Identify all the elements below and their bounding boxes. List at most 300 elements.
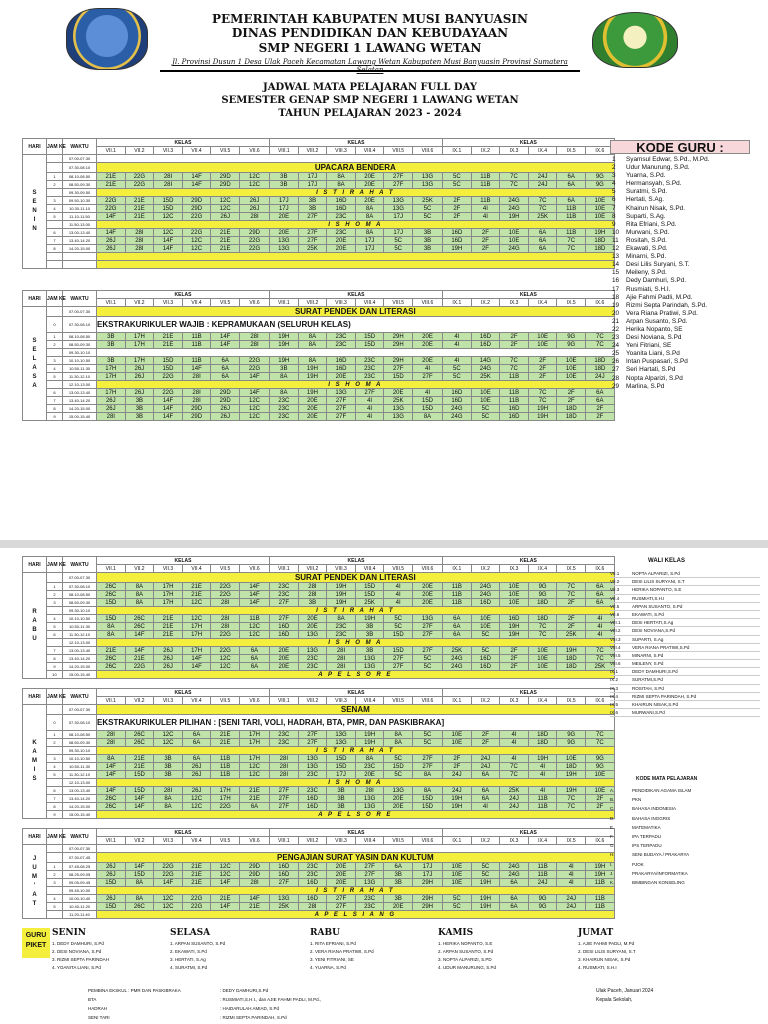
- schedule-cell: 14F: [211, 333, 240, 341]
- item-number: 9: [612, 220, 616, 228]
- schedule-cell: 14F: [154, 405, 183, 413]
- table-row: [23, 845, 615, 853]
- schedule-cell: 2F: [557, 397, 586, 405]
- list-item: [612, 164, 762, 172]
- teacher-name: Suratmi, S.Pd.: [626, 188, 668, 196]
- schedule-cell: 2F: [471, 731, 500, 739]
- schedule-cell: 11B: [443, 591, 472, 599]
- teacher-name: MURWANI,S.Pd: [632, 710, 665, 716]
- table-row: [23, 631, 615, 639]
- piket-name: 1. ARPAN SUSANTO, S.Pd: [170, 941, 226, 946]
- schedule-cell: 9G: [586, 763, 615, 771]
- schedule-cell: 8A: [355, 229, 384, 237]
- schedule-cell: 14F: [125, 863, 154, 871]
- schedule-cell: 26C: [97, 655, 126, 663]
- schedule-cell: 6A: [500, 903, 529, 911]
- list-item: [610, 814, 760, 823]
- schedule-cell: 5C: [412, 205, 442, 213]
- schedule-cell: 26J: [154, 663, 183, 671]
- class-header: VIII.1: [270, 299, 299, 307]
- schedule-cell: 24G: [500, 205, 529, 213]
- waktu: 15.00-15.40: [63, 671, 97, 679]
- jam-ke: 6: [47, 229, 63, 237]
- banner: [97, 261, 615, 269]
- wali-kelas-list: [610, 570, 760, 717]
- class-header: VII.1: [97, 697, 126, 705]
- schedule-cell: 16D: [500, 615, 529, 623]
- banner: I S H O M A: [97, 779, 615, 787]
- schedule-cell: 26J: [239, 197, 269, 205]
- schedule-cell: 11B: [500, 389, 529, 397]
- schedule-cell: 28I: [182, 373, 211, 381]
- table-row: [23, 863, 615, 871]
- item-number: 27: [612, 366, 620, 374]
- schedule-cell: 6A: [528, 229, 557, 237]
- schedule-cell: 21E: [125, 655, 154, 663]
- class-header: VIII.6: [412, 837, 442, 845]
- schedule-cell: 17H: [154, 583, 183, 591]
- table-row: [23, 341, 615, 349]
- schedule-cell: 8A: [298, 357, 327, 365]
- schedule-cell: 23C: [327, 623, 356, 631]
- schedule-cell: 16D: [327, 357, 356, 365]
- schedule-cell: 20E: [270, 213, 299, 221]
- schedule-cell: 16D: [327, 197, 356, 205]
- class-header: VIII.4: [355, 697, 384, 705]
- schedule-cell: 8A: [125, 591, 154, 599]
- schedule-cell: 20E: [412, 591, 442, 599]
- schedule-cell: 27F: [298, 237, 327, 245]
- piket-name: 2. DESI NOVIANA, S.Pd: [52, 949, 102, 954]
- schedule-cell: 16D: [500, 405, 529, 413]
- schedule-cell: 18D: [557, 763, 586, 771]
- schedule-cell: 15D: [412, 803, 442, 811]
- class-code: VIII.6: [610, 661, 621, 667]
- list-item: [610, 701, 760, 709]
- schedule-cell: 22G: [154, 863, 183, 871]
- day-letter: S: [32, 776, 37, 782]
- schedule-cell: 12C: [239, 413, 269, 421]
- list-item: [612, 318, 762, 326]
- kelas-label: KELAS: [270, 291, 443, 299]
- schedule-cell: 10E: [586, 213, 615, 221]
- class-code: VII.5: [610, 603, 620, 609]
- schedule-cell: 15D: [154, 357, 183, 365]
- schedule-cell: 23C: [355, 895, 384, 903]
- piket-day: JUMAT: [578, 928, 614, 938]
- schedule-cell: 22G: [154, 389, 183, 397]
- list-item: [612, 294, 762, 302]
- teacher-name: ROSITAH, S.Pd: [632, 685, 664, 691]
- schedule-cell: 10E: [443, 731, 472, 739]
- list-item: [612, 326, 762, 334]
- schedule-cell: 24J: [528, 181, 557, 189]
- schedule-cell: 17J: [355, 237, 384, 245]
- schedule-cell: 24G: [471, 583, 500, 591]
- schedule-cell: 20E: [298, 623, 327, 631]
- waktu: 08.50-09.30: [63, 739, 97, 747]
- schedule-cell: 15D: [154, 197, 183, 205]
- schedule-cell: 7C: [528, 389, 557, 397]
- schedule-cell: 3B: [298, 205, 327, 213]
- item-number: 21: [612, 317, 620, 325]
- jam-ke: [47, 381, 63, 389]
- schedule-cell: 18D: [528, 739, 557, 747]
- banner: PENGAJIAN SURAT YASIN DAN KULTUM: [97, 853, 615, 863]
- schedule-cell: 23C: [355, 903, 384, 911]
- schedule-cell: 26J: [125, 365, 154, 373]
- jam-ke: 1: [47, 863, 63, 871]
- class-header: VII.5: [211, 299, 240, 307]
- class-header: IX.2: [471, 147, 500, 155]
- schedule-cell: 29D: [182, 205, 211, 213]
- list-item: [610, 850, 760, 859]
- schedule-cell: 21E: [125, 205, 154, 213]
- jam-ke: 7: [47, 397, 63, 405]
- schedule-cell: 26J: [125, 373, 154, 381]
- banner: I S H O M A: [97, 639, 615, 647]
- schedule-cell: 26J: [97, 237, 126, 245]
- class-header: VII.2: [125, 697, 154, 705]
- schedule-cell: 3B: [298, 599, 327, 607]
- list-item: [610, 644, 760, 652]
- jam-ke: 0: [47, 715, 63, 731]
- blank-cell: [97, 349, 615, 357]
- day-letter: ': [33, 882, 36, 889]
- schedule-cell: 21E: [211, 229, 240, 237]
- schedule-cell: 15D: [355, 591, 384, 599]
- day-label: [23, 573, 47, 679]
- kelas-label: KELAS: [443, 139, 615, 147]
- schedule-cell: 3B: [154, 763, 183, 771]
- teacher-name: Herika Nopanto, SE: [626, 325, 683, 333]
- schedule-cell: 7C: [528, 205, 557, 213]
- schedule-cell: 8A: [298, 333, 327, 341]
- schedule-cell: 11B: [528, 871, 557, 879]
- kode-guru-title: KODE GURU :: [610, 140, 750, 154]
- schedule-cell: 3B: [270, 173, 299, 181]
- class-code: VIII.2: [610, 628, 621, 634]
- schedule-cell: 29D: [239, 871, 269, 879]
- class-header-row: [23, 697, 615, 705]
- schedule-cell: 3B: [355, 623, 384, 631]
- day-letter: N: [32, 208, 37, 214]
- table-row: [23, 197, 615, 205]
- schedule-cell: 28I: [211, 615, 240, 623]
- banner: EKSTRAKURIKULER PILIHAN : [SENI TARI, VOLI, HADRAH, BTA, PMR, DAN PASKIBRAKA]: [97, 715, 615, 731]
- schedule-cell: 8A: [355, 205, 384, 213]
- schedule-cell: 27F: [355, 863, 384, 871]
- item-number: 13: [612, 253, 620, 261]
- schedule-cell: 6A: [182, 739, 211, 747]
- schedule-cell: 20E: [327, 373, 356, 381]
- schedule-cell: 27F: [384, 365, 413, 373]
- title-line-3: TAHUN PELAJARAN 2023 - 2024: [278, 108, 462, 119]
- schedule-cell: 26J: [97, 863, 126, 871]
- waktu: 11.30-12.10: [63, 771, 97, 779]
- schedule-cell: 15D: [97, 599, 126, 607]
- class-header: VIII.4: [355, 837, 384, 845]
- schedule-cell: 4I: [443, 333, 472, 341]
- table-row: [23, 333, 615, 341]
- teacher-name: Hertati, S.Ag.: [626, 196, 665, 204]
- schedule-cell: 8A: [412, 771, 442, 779]
- schedule-cell: 17H: [182, 647, 211, 655]
- schedule-cell: 17H: [97, 373, 126, 381]
- kelas-label: KELAS: [270, 557, 443, 565]
- schedule-cell: 6A: [182, 755, 211, 763]
- page-2: [0, 548, 768, 1024]
- class-header: VII.1: [97, 837, 126, 845]
- page-gap: [0, 540, 768, 548]
- schedule-cell: 5C: [384, 755, 413, 763]
- class-header: VIII.1: [270, 837, 299, 845]
- kelas-label: KELAS: [97, 689, 270, 697]
- schedule-cell: 24J: [443, 787, 472, 795]
- waktu: 13.00-13.40: [63, 647, 97, 655]
- schedule-cell: 12C: [239, 181, 269, 189]
- schedule-rabu: [22, 556, 615, 679]
- teacher-name: DESI HERTATI,S.Ag: [632, 620, 674, 626]
- schedule-cell: 27F: [412, 647, 442, 655]
- schedule-cell: 8A: [154, 795, 183, 803]
- schedule-cell: 27F: [327, 397, 356, 405]
- class-header: VIII.2: [298, 565, 327, 573]
- schedule-cell: 2F: [443, 197, 472, 205]
- class-header: VIII.4: [355, 147, 384, 155]
- schedule-cell: 22G: [239, 365, 269, 373]
- schedule-cell: 29D: [239, 863, 269, 871]
- jam-ke: [47, 307, 63, 317]
- schedule-cell: 6A: [557, 181, 586, 189]
- table-row: [23, 715, 615, 731]
- schedule-cell: 28I: [355, 787, 384, 795]
- schedule-cell: 24J: [528, 879, 557, 887]
- schedule-cell: 20E: [355, 771, 384, 779]
- schedule-cell: 27F: [355, 871, 384, 879]
- schedule-cell: 3B: [412, 237, 442, 245]
- schedule-cell: 2F: [557, 623, 586, 631]
- schedule-cell: 17H: [125, 333, 154, 341]
- list-item: [610, 595, 760, 603]
- piket-name: 2. DESI LILIS SURYANI, S.T: [578, 949, 636, 954]
- waktu: 14.20-15.00: [63, 245, 97, 253]
- class-header: VIII.1: [270, 147, 299, 155]
- item-number: 2: [612, 164, 616, 172]
- col-hari: HARI: [23, 291, 47, 307]
- subject-name: PJOK: [632, 861, 644, 867]
- schedule-cell: 5C: [443, 895, 472, 903]
- schedule-cell: 8A: [270, 389, 299, 397]
- list-item: [610, 611, 760, 619]
- schedule-cell: 22G: [211, 631, 240, 639]
- schedule-cell: 24J: [528, 173, 557, 181]
- schedule-cell: 25K: [412, 197, 442, 205]
- schedule-cell: 28I: [211, 599, 240, 607]
- class-code: VII.4: [610, 595, 620, 601]
- schedule-cell: 29D: [239, 229, 269, 237]
- piket-column: [52, 928, 109, 972]
- schedule-cell: 9G: [586, 181, 615, 189]
- table-row: [23, 389, 615, 397]
- schedule-cell: 4I: [500, 755, 529, 763]
- school-logo: [592, 12, 678, 68]
- guru-piket: [22, 928, 762, 988]
- schedule-cell: 14F: [211, 341, 240, 349]
- piket-name: 2. ARPAN SUSANTO, S.Pd: [438, 949, 494, 954]
- waktu: 13.40-14.20: [63, 397, 97, 405]
- schedule-cell: 16D: [471, 599, 500, 607]
- list-item: [610, 603, 760, 611]
- schedule-cell: 14F: [154, 245, 183, 253]
- schedule-cell: 3B: [97, 333, 126, 341]
- table-row: [23, 779, 615, 787]
- table-row: [23, 349, 615, 357]
- schedule-cell: 20E: [270, 229, 299, 237]
- schedule-cell: 17J: [412, 863, 442, 871]
- schedule-cell: 5C: [443, 373, 472, 381]
- class-header: VII.2: [125, 565, 154, 573]
- schedule-cell: 14F: [182, 181, 211, 189]
- table-row: [23, 173, 615, 181]
- schedule-cell: 29D: [182, 405, 211, 413]
- kelas-label: KELAS: [97, 829, 270, 837]
- table-row: [23, 397, 615, 405]
- schedule-cell: 28I: [97, 413, 126, 421]
- pembina-value: : RUSMIATI,S.H.I., dan AJIE FAHMI PADLI, M.Pd.,: [220, 997, 322, 1002]
- schedule-cell: 25K: [586, 663, 615, 671]
- table-row: [23, 237, 615, 245]
- schedule-cell: 19H: [528, 755, 557, 763]
- schedule-cell: 27F: [412, 755, 442, 763]
- schedule-cell: 10E: [471, 615, 500, 623]
- piket-name: 4. YOANITA LIANI, S.Pd: [52, 965, 101, 970]
- schedule-cell: 14F: [154, 237, 183, 245]
- schedule-cell: 4I: [471, 803, 500, 811]
- schedule-cell: 23C: [327, 333, 356, 341]
- class-header: VII.2: [125, 147, 154, 155]
- waktu: 10.50-11.30: [63, 763, 97, 771]
- schedule-cell: 16D: [327, 205, 356, 213]
- table-row: [23, 671, 615, 679]
- schedule-cell: 20E: [270, 647, 299, 655]
- table-row: [23, 181, 615, 189]
- waktu: [63, 253, 97, 261]
- schedule-cell: 15D: [355, 583, 384, 591]
- schedule-cell: 14F: [125, 647, 154, 655]
- class-header: VII.1: [97, 147, 126, 155]
- teacher-name: Nopta Alparizi, S.Pd: [626, 374, 683, 382]
- class-code: VIII.5: [610, 652, 621, 658]
- jam-ke: 3: [47, 755, 63, 763]
- jam-ke: [47, 911, 63, 919]
- schedule-cell: 4I: [412, 365, 442, 373]
- schedule-cell: 19H: [471, 879, 500, 887]
- list-item: [610, 578, 760, 586]
- schedule-cell: 10E: [528, 655, 557, 663]
- item-number: 14: [612, 261, 620, 269]
- jam-ke: [47, 639, 63, 647]
- table-row: [23, 607, 615, 615]
- schedule-cell: 28I: [239, 341, 269, 349]
- schedule-cell: 11B: [500, 373, 529, 381]
- jam-ke: [47, 705, 63, 715]
- schedule-cell: 11B: [471, 197, 500, 205]
- teacher-name: ARPAN SUSANTO, S.Pd: [632, 603, 683, 609]
- schedule-cell: 21E: [239, 795, 269, 803]
- schedule-cell: 24J: [557, 895, 586, 903]
- list-item: [612, 156, 762, 164]
- schedule-cell: 20E: [384, 389, 413, 397]
- schedule-cell: 27F: [412, 373, 442, 381]
- waktu: 09.45-10.00: [63, 887, 97, 895]
- schedule-cell: 10E: [471, 623, 500, 631]
- schedule-cell: 10E: [443, 863, 472, 871]
- schedule-cell: 8A: [125, 583, 154, 591]
- teacher-name: RIZMI SEPTA PARINDAH, S.Pd: [632, 693, 697, 699]
- day-letter: S: [32, 337, 37, 344]
- col-hari: HARI: [23, 557, 47, 573]
- waktu: 10.50-11.30: [63, 365, 97, 373]
- schedule-cell: 18D: [528, 615, 557, 623]
- schedule-cell: 19H: [270, 341, 299, 349]
- col-waktu: WAKTU: [63, 829, 97, 845]
- schedule-cell: 13G: [412, 173, 442, 181]
- class-header: IX.5: [557, 697, 586, 705]
- schedule-cell: 4I: [528, 763, 557, 771]
- col-hari: HARI: [23, 689, 47, 705]
- table-row: [23, 755, 615, 763]
- schedule-cell: 13G: [298, 763, 327, 771]
- class-header: VII.1: [97, 299, 126, 307]
- schedule-cell: 7C: [586, 731, 615, 739]
- list-item: [612, 358, 762, 366]
- schedule-cell: 8A: [355, 213, 384, 221]
- schedule-cell: 4I: [471, 205, 500, 213]
- waktu: 14.20-15.00: [63, 803, 97, 811]
- day-label: [23, 845, 47, 919]
- col-jamke: JAM KE: [47, 557, 63, 573]
- table-row: [23, 747, 615, 755]
- schedule-cell: 18D: [557, 663, 586, 671]
- subject-code: K.: [610, 879, 615, 885]
- schedule-cell: 8A: [327, 181, 356, 189]
- schedule-cell: 19H: [557, 787, 586, 795]
- teacher-name: MEILENY, S.Pd: [632, 661, 664, 667]
- teacher-name: VERA RIANA PRATIWI,S.Pd: [632, 644, 690, 650]
- schedule-cell: 27F: [270, 615, 299, 623]
- col-hari: HARI: [23, 829, 47, 845]
- schedule-cell: 25K: [355, 599, 384, 607]
- schedule-cell: 27F: [298, 213, 327, 221]
- waktu: 14.20-15.00: [63, 663, 97, 671]
- item-number: 28: [612, 374, 620, 382]
- piket-name: 3. HERTATI, S.Ag: [170, 957, 206, 962]
- schedule-cell: 8A: [125, 599, 154, 607]
- schedule-cell: 14F: [97, 771, 126, 779]
- teacher-name: Arpan Susanto, S.Pd.: [626, 317, 688, 325]
- list-item: [610, 832, 760, 841]
- waktu: 13.40-14.20: [63, 655, 97, 663]
- schedule-cell: 14F: [182, 655, 211, 663]
- class-header: VIII.5: [384, 565, 413, 573]
- schedule-cell: 7C: [500, 173, 529, 181]
- item-number: 8: [612, 212, 616, 220]
- schedule-cell: 5C: [412, 663, 442, 671]
- schedule-cell: 22G: [211, 803, 240, 811]
- waktu: 08.50-09.30: [63, 341, 97, 349]
- schedule-cell: 23C: [355, 365, 384, 373]
